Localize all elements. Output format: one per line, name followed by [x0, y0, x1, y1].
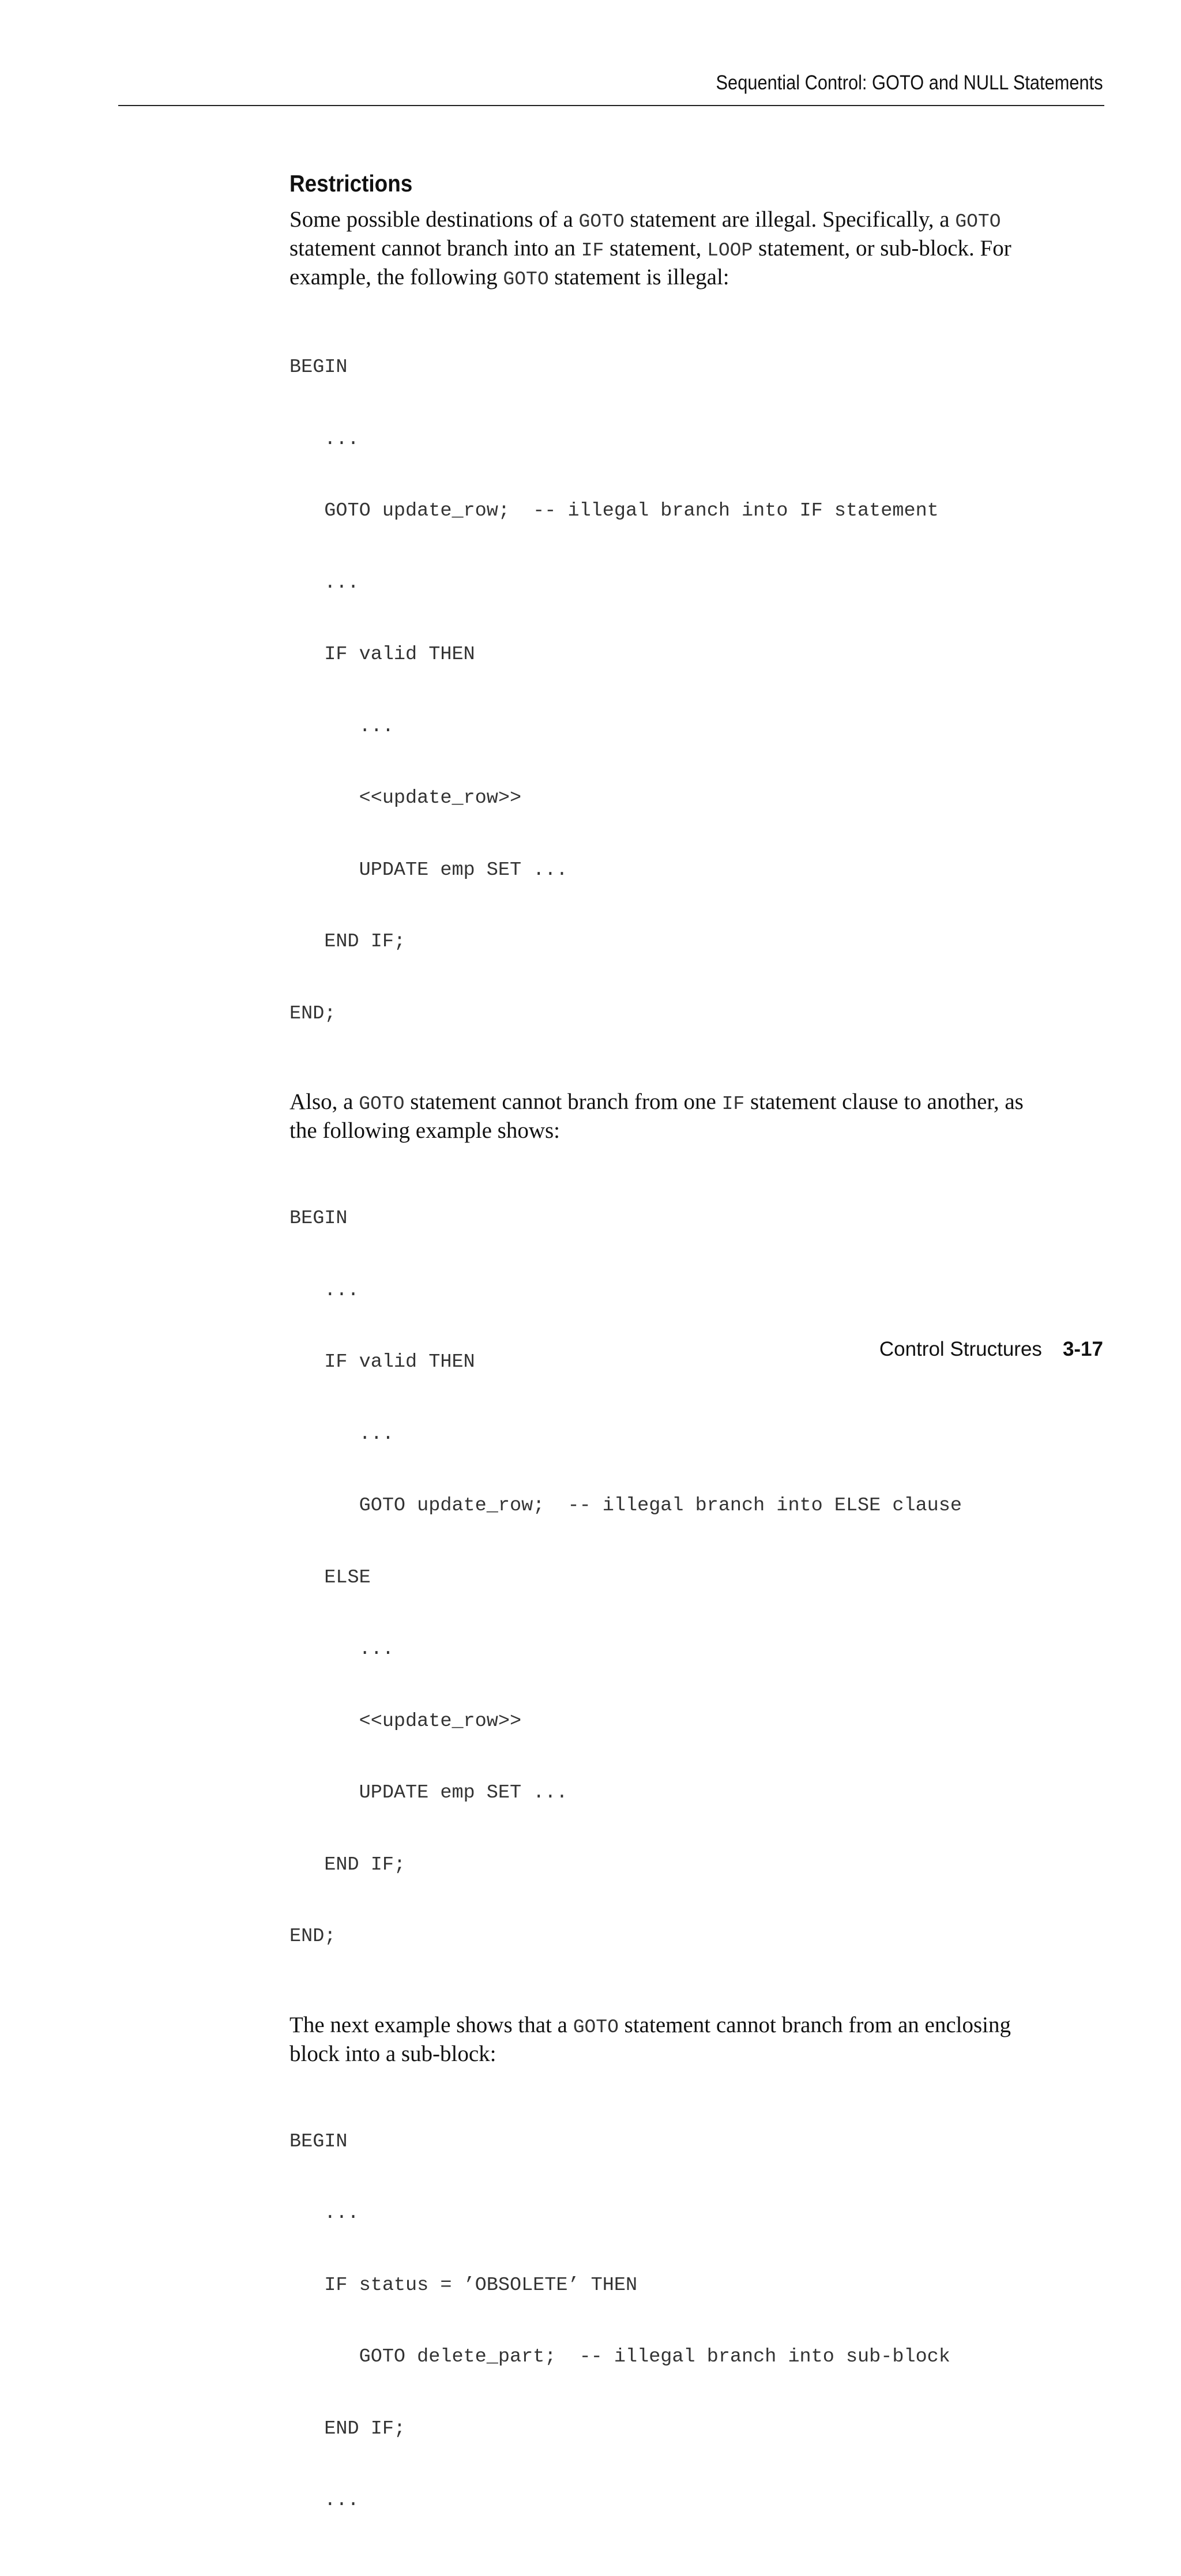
code-line: UPDATE emp SET ... [289, 859, 568, 881]
paragraph-line [289, 1089, 1108, 1118]
paragraph-line [289, 264, 1108, 293]
code-line: BEGIN [289, 2130, 348, 2153]
code-line: GOTO update_row; -- illegal branch into IF statement [289, 500, 939, 522]
text-run: The next example shows that a [289, 2012, 573, 2037]
code-line: ELSE [289, 1566, 371, 1589]
code-line: GOTO update_row; -- illegal branch into ELSE clause [289, 1495, 962, 1517]
page-footer [879, 1338, 1103, 1361]
section-heading: Restrictions [289, 170, 413, 197]
code-keyword: IF [721, 1093, 745, 1115]
code-line: END IF; [289, 931, 406, 953]
text-run: the following example shows: [289, 1118, 561, 1143]
paragraph-line [289, 1118, 1108, 1144]
code-line: <<update_row>> [289, 787, 522, 809]
paragraph-2 [289, 1089, 1108, 1144]
code-keyword: GOTO [503, 269, 549, 290]
running-head: Sequential Control: GOTO and NULL Statements [716, 72, 1103, 94]
code-keyword: IF [581, 240, 604, 261]
text-run: Some possible destinations of a [289, 207, 579, 232]
code-line: BEGIN [289, 1208, 348, 1229]
text-run: statement cannot branch from one [404, 1089, 722, 1114]
text-run: example, the following [289, 265, 503, 289]
main-content [289, 167, 1108, 2576]
code-line: ... [289, 1638, 394, 1660]
paragraph-3 [289, 2012, 1108, 2067]
paragraph-line [289, 235, 1108, 264]
text-run: statement clause to another, as [744, 1089, 1024, 1114]
code-example-2 [289, 1159, 1108, 1997]
code-line: BEGIN [289, 356, 348, 378]
text-run: block into a sub-block: [289, 2041, 497, 2066]
text-run: statement, or sub-block. For [753, 236, 1011, 261]
header-rule [118, 105, 1104, 106]
code-line: END IF; [289, 1853, 406, 1876]
code-keyword: LOOP [707, 240, 753, 261]
code-line: ... [289, 2489, 359, 2511]
code-keyword: GOTO [359, 1093, 405, 1115]
code-line: ... [289, 715, 394, 738]
code-line: IF valid THEN [289, 644, 475, 665]
paragraph-1 [289, 206, 1108, 293]
paragraph-line [289, 206, 1108, 235]
code-keyword: GOTO [955, 211, 1001, 232]
text-run: statement cannot branch from an enclosing [618, 2012, 1011, 2037]
code-line: ... [289, 1279, 359, 1302]
code-line: ... [289, 2202, 359, 2224]
code-line: IF status = ’OBSOLETE’ THEN [289, 2274, 638, 2296]
text-run: statement cannot branch into an [289, 236, 581, 261]
code-example-3 [289, 2082, 1108, 2561]
code-line: ... [289, 1423, 394, 1445]
paragraph-line [289, 2041, 1108, 2067]
code-line: END; [289, 1002, 336, 1025]
text-run: statement is illegal: [548, 265, 729, 289]
code-keyword: GOTO [578, 211, 625, 232]
code-line: END; [289, 1926, 336, 1947]
code-keyword: GOTO [573, 2016, 619, 2038]
paragraph-line [289, 2012, 1108, 2041]
code-line: IF valid THEN [289, 1351, 475, 1373]
code-line: UPDATE emp SET ... [289, 1782, 568, 1804]
code-line: END IF; [289, 2417, 406, 2440]
page-number: 3-17 [1062, 1338, 1103, 1360]
code-example-1 [289, 308, 1108, 1074]
text-run: Also, a [289, 1089, 359, 1114]
code-line: ... [289, 428, 359, 450]
footer-chapter-title: Control Structures [879, 1338, 1042, 1360]
code-line: ... [289, 571, 359, 594]
code-line: GOTO delete_part; -- illegal branch into sub-block [289, 2346, 950, 2368]
text-run: statement are illegal. Specifically, a [624, 207, 956, 232]
code-line: <<update_row>> [289, 1710, 522, 1732]
text-run: statement, [604, 236, 708, 261]
